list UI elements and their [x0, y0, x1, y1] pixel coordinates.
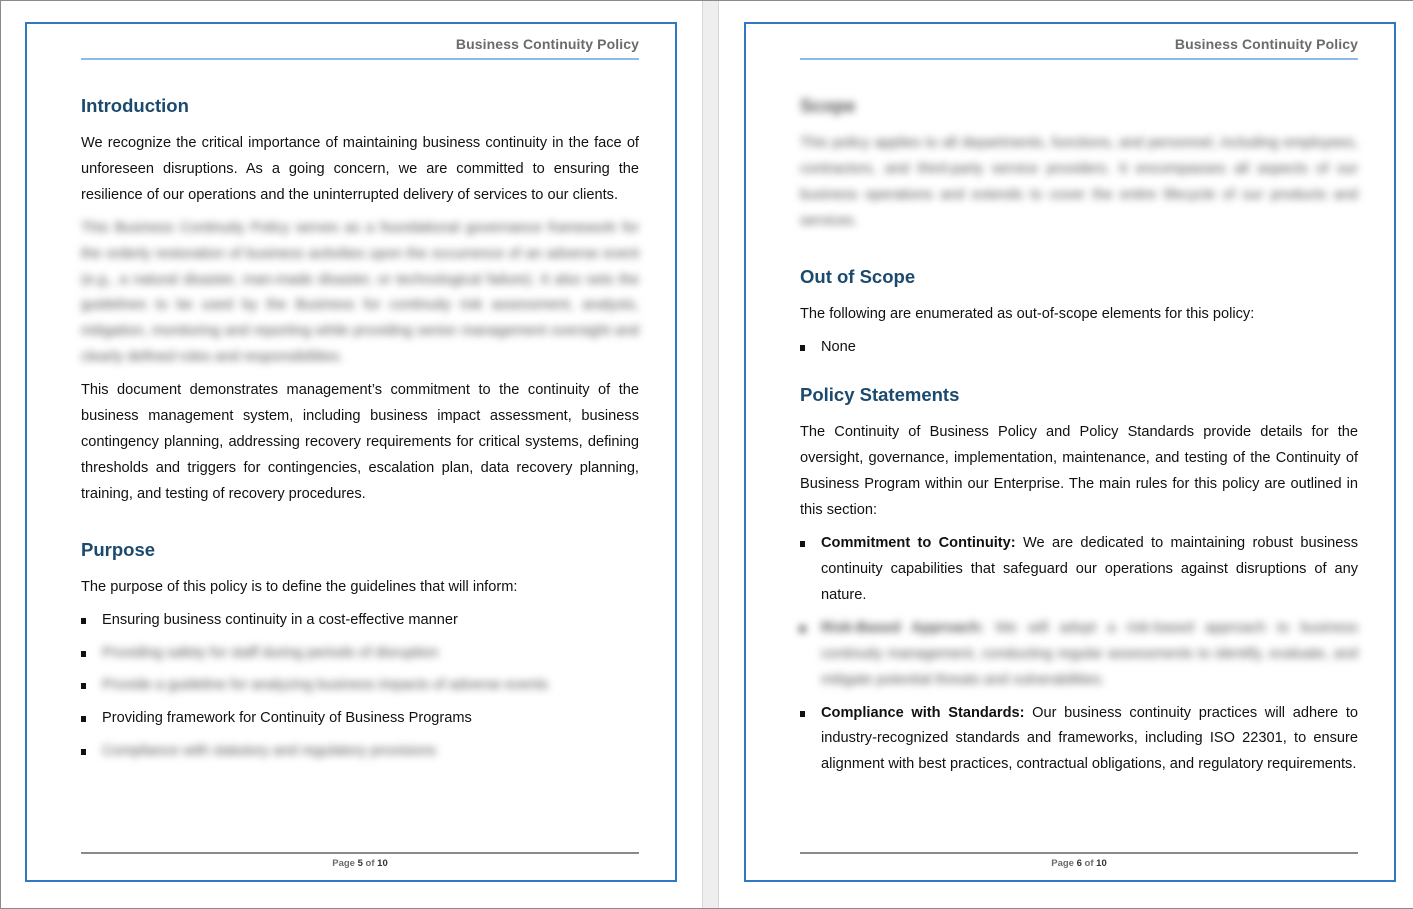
list-item	[81, 739, 639, 765]
page-total: 10	[377, 858, 388, 869]
paragraph: The Continuity of Business Policy and Policy Standards provide details for the oversight, governance, implementation, maintenance, and testing of the Continuity of Business Program within our Enterprise. The main rules for this policy are outlined in this section:	[800, 424, 1358, 519]
list-item	[800, 531, 1358, 609]
list-item	[800, 701, 1358, 779]
out-of-scope-list	[800, 335, 1358, 361]
list-item-text: Provide a guideline for analyzing business impacts of adverse events	[102, 677, 549, 694]
page-content	[81, 91, 639, 777]
page-footer	[81, 852, 639, 869]
paragraph: The purpose of this policy is to define the guidelines that will inform:	[81, 578, 518, 595]
bullet-icon	[800, 626, 805, 632]
bullet-icon	[800, 711, 805, 717]
page-footer	[800, 852, 1358, 869]
page-of-label: of	[1081, 858, 1097, 869]
list-item-title: Compliance with Standards:	[821, 704, 1025, 721]
page-content	[800, 91, 1358, 790]
section-heading-purpose: Purpose	[81, 538, 156, 560]
bullet-icon	[800, 541, 805, 547]
page-total: 10	[1096, 858, 1107, 869]
bullet-icon	[81, 716, 86, 722]
bullet-icon	[81, 749, 86, 755]
paragraph: We recognize the critical importance of maintaining business continuity in the face of unforeseen disruptions. As a going concern, we are committed to ensuring the resilience of our operations and the uninterrupted delivery of services to our clients.	[81, 135, 639, 203]
list-item-text: Our business continuity practices will adhere to industry-recognized standards and frameworks, including ISO 22301, to ensure alignment with best practices, contractual obligations, and regulatory requirements.	[821, 704, 1358, 773]
list-item-text: None	[821, 338, 856, 355]
page-number: 6	[1076, 858, 1082, 869]
bullet-icon	[81, 651, 86, 657]
section-heading-scope: Scope	[800, 95, 856, 116]
list-item-text: We are dedicated to maintaining robust business continuity capabilities that safeguard our operations against disruptions of any nature.	[821, 535, 1359, 603]
paragraph: This document demonstrates management’s commitment to the continuity of the business management system, including business impact assessment, business contingency planning, addressing recovery requirements for critical systems, defining thresholds and triggers for contingencies, escalation plan, data recovery planning, training, and testing of recovery procedures.	[81, 382, 639, 502]
bullet-icon	[81, 683, 86, 689]
section-heading-policy-statements: Policy Statements	[800, 384, 960, 406]
section-heading-introduction: Introduction	[81, 95, 189, 116]
blurred-paragraph: This Business Continuity Policy serves as a foundational governance framework for the orderly restoration of business activities upon the occurrence of an adverse event (e.g., a natural disaster, man-made disaster, or technological failure). It also sets the guidelines to be used by the Business for continuity risk assessment, analysis, mitigation, monitoring and reporting while providing senior management oversight and clearly defined roles and responsibilities.	[81, 219, 639, 366]
list-item	[81, 608, 639, 634]
list-item-text: Ensuring business continuity in a cost-effective manner	[102, 611, 458, 628]
page-5	[1, 1, 701, 908]
list-item	[81, 706, 639, 732]
list-item-title: Commitment to Continuity:	[821, 535, 1016, 552]
page-header	[81, 36, 639, 60]
page-number: 5	[357, 858, 363, 869]
purpose-list	[81, 608, 639, 766]
page-of-label: of	[362, 858, 378, 869]
list-item	[81, 641, 639, 667]
list-item	[800, 335, 1358, 361]
section-heading-out-of-scope: Out of Scope	[800, 265, 916, 287]
list-item-text: Providing framework for Continuity of Business Programs	[102, 710, 472, 727]
header-title: Business Continuity Policy	[455, 36, 639, 52]
list-item-text: Compliance with statutory and regulatory provisions	[102, 743, 437, 760]
list-item	[800, 616, 1358, 694]
page-6	[720, 1, 1413, 908]
page-header	[800, 36, 1358, 60]
bullet-icon	[800, 345, 805, 351]
list-item-text: Providing safety for staff during periods of disruption	[102, 644, 439, 661]
page-gutter	[702, 1, 719, 908]
header-title: Business Continuity Policy	[1174, 36, 1358, 52]
list-item-title: Risk-Based Approach:	[821, 619, 985, 636]
page-label: Page	[332, 858, 358, 869]
list-item	[81, 673, 639, 699]
paragraph: The following are enumerated as out-of-scope elements for this policy:	[800, 305, 1255, 322]
bullet-icon	[81, 618, 86, 624]
list-item-text: We will adopt a risk-based approach to business continuity management, conducting regular assessments to identify, evaluate, and mitigate potential threats and vulnerabilities.	[821, 619, 1358, 688]
blurred-paragraph: This policy applies to all departments, functions, and personnel, including employees, contractors, and third-party service providers. It encompasses all aspects of our business operations and extends to cover the entire lifecycle of our products and services.	[800, 135, 1358, 229]
page-label: Page	[1051, 858, 1077, 869]
policy-statements-list	[800, 531, 1358, 778]
